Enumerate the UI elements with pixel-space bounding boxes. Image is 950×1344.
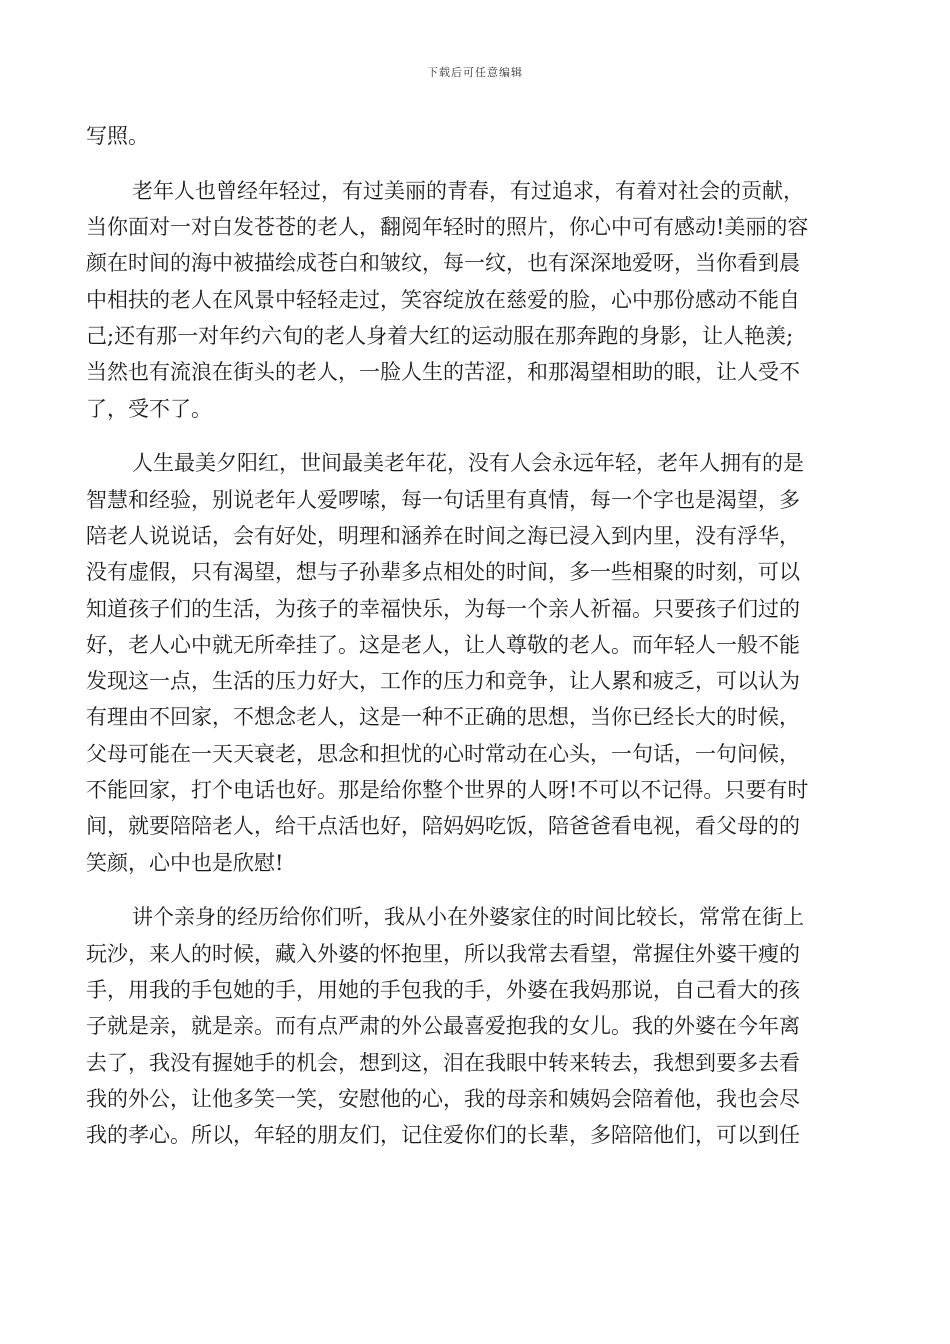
document-body xyxy=(86,118,866,1154)
text-line: 玩沙，来人的时候，藏入外婆的怀抱里，所以我常去看望，常握住外婆干瘦的 xyxy=(86,941,800,966)
paragraph xyxy=(86,899,866,1153)
text-line: 中相扶的老人在风景中轻轻走过，笑容绽放在慈爱的脸，心中那份感动不能自 xyxy=(86,287,800,312)
text-line: 没有虚假，只有渴望，想与子孙辈多点相处的时间，多一些相聚的时刻，可以 xyxy=(86,560,800,585)
paragraph xyxy=(86,118,866,154)
text-line: 老年人也曾经年轻过，有过美丽的青春，有过追求，有着对社会的贡献， xyxy=(132,178,804,203)
text-line: 了，受不了。 xyxy=(86,396,212,421)
text-line: 人生最美夕阳红，世间最美老年花，没有人会永远年轻，老年人拥有的是 xyxy=(132,451,804,476)
text-line: 讲个亲身的经历给你们听，我从小在外婆家住的时间比较长，常常在街上 xyxy=(132,905,804,930)
text-line: 己;还有那一对年约六旬的老人身着大红的运动服在那奔跑的身影，让人艳羡; xyxy=(86,323,794,348)
text-line: 智慧和经验，别说老年人爱啰嗦，每一句话里有真情，每一个字也是渴望，多 xyxy=(86,487,800,512)
text-line: 颜在时间的海中被描绘成苍白和皱纹，每一纹，也有深深地爱呀，当你看到晨 xyxy=(86,251,800,276)
text-line: 间，就要陪陪老人，给干点活也好，陪妈妈吃饭，陪爸爸看电视，看父母的的 xyxy=(86,814,800,839)
text-line: 不能回家，打个电话也好。那是给你整个世界的人呀!不可以不记得。只要有时 xyxy=(86,778,809,803)
text-line: 好，老人心中就无所牵挂了。这是老人，让人尊敬的老人。而年轻人一般不能 xyxy=(86,632,800,657)
text-line: 父母可能在一天天衰老，思念和担忧的心时常动在心头，一句话，一句问候， xyxy=(86,741,800,766)
text-line: 去了，我没有握她手的机会，想到这，泪在我眼中转来转去，我想到要多去看 xyxy=(86,1050,800,1075)
text-line: 写照。 xyxy=(86,124,149,148)
text-line: 子就是亲，就是亲。而有点严肃的外公最喜爱抱我的女儿。我的外婆在今年离 xyxy=(86,1014,800,1039)
text-line: 手，用我的手包她的手，用她的手包我的手，外婆在我妈那说，自己看大的孩 xyxy=(86,978,800,1003)
text-line: 有理由不回家，不想念老人，这是一种不正确的思想，当你已经长大的时候， xyxy=(86,705,800,730)
text-line: 发现这一点，生活的压力好大，工作的压力和竞争，让人累和疲乏，可以认为 xyxy=(86,669,800,694)
text-line: 知道孩子们的生活，为孩子的幸福快乐，为每一个亲人祈福。只要孩子们过的 xyxy=(86,596,800,621)
text-line: 我的外公，让他多笑一笑，安慰他的心，我的母亲和姨妈会陪着他，我也会尽 xyxy=(86,1086,800,1111)
paragraph xyxy=(86,173,866,427)
text-line: 当然也有流浪在街头的老人，一脸人生的苦涩，和那渴望相助的眼，让人受不 xyxy=(86,360,800,385)
header-note: 下载后可任意编辑 xyxy=(427,66,523,79)
text-line: 当你面对一对白发苍苍的老人，翻阅年轻时的照片，你心中可有感动!美丽的容 xyxy=(86,215,809,240)
text-line: 笑颜，心中也是欣慰! xyxy=(86,850,284,875)
text-line: 我的孝心。所以，年轻的朋友们，记住爱你们的长辈，多陪陪他们，可以到任 xyxy=(86,1123,800,1148)
text-line: 陪老人说说话，会有好处，明理和涵养在时间之海已浸入到内里，没有浮华， xyxy=(86,523,800,548)
paragraph xyxy=(86,445,866,881)
